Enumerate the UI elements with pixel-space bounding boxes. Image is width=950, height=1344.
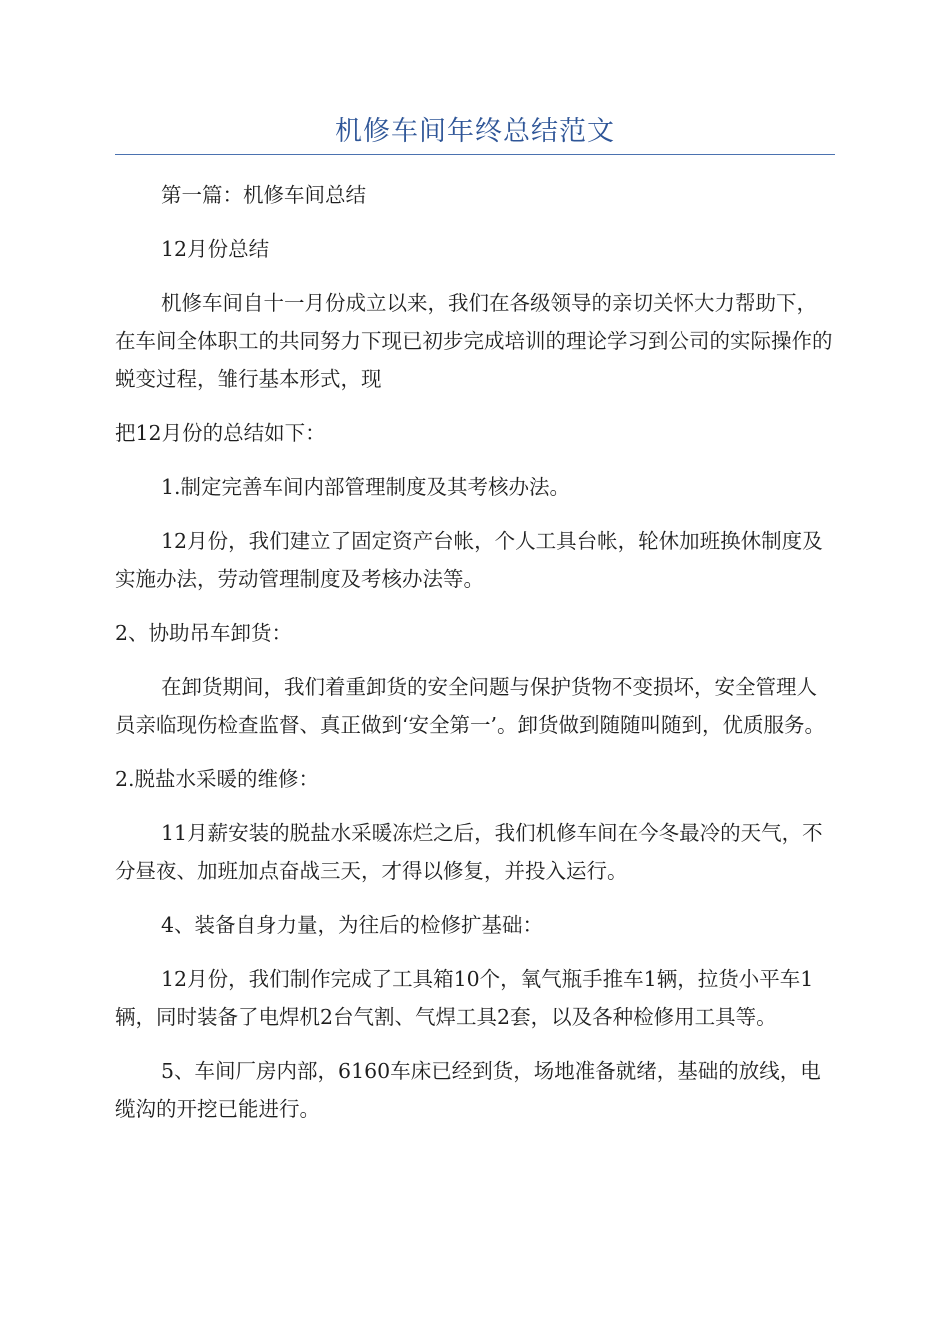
- paragraph: 11月薪安装的脱盐水采暖冻烂之后，我们机修车间在今冬最冷的天气，不分昼夜、加班加点奋战三天，才得以修复，并投入运行。: [115, 821, 823, 883]
- document-title: 机修车间年终总结范文: [335, 116, 615, 147]
- subheading: 12月份总结: [161, 237, 270, 261]
- paragraph-text: 把12月份的总结如下：: [115, 421, 326, 445]
- paragraph: 在卸货期间，我们着重卸货的安全问题与保护货物不变损坏，安全管理人员亲临现伤检查监督、真正做到‘安全第一’。卸货做到随随叫随到，优质服务。: [115, 675, 826, 737]
- list-item-heading: 2、协助吊车卸货：: [115, 621, 293, 645]
- document-body: [115, 176, 835, 1128]
- list-item-heading: 1.制定完善车间内部管理制度及其考核办法。: [161, 475, 571, 499]
- paragraph: [115, 414, 835, 452]
- paragraph: 机修车间自十一月份成立以来，我们在各级领导的亲切关怀大力帮助下，在车间全体职工的共同努力下现已初步完成培训的理论学习到公司的实际操作的蜕变过程，雏行基本形式，现: [115, 291, 833, 391]
- title-underline: [115, 154, 835, 155]
- section-heading: 第一篇：机修车间总结: [161, 183, 366, 207]
- list-item-heading: 4、装备自身力量，为往后的检修扩基础：: [161, 913, 544, 937]
- paragraph: 5、车间厂房内部，6160车床已经到货，场地准备就绪，基础的放线，电缆沟的开挖已能进行。: [115, 1059, 821, 1121]
- paragraph: 12月份，我们制作完成了工具箱10个，氧气瓶手推车1辆，拉货小平车1辆，同时装备了电焊机2台气割、气焊工具2套，以及各种检修用工具等。: [115, 967, 814, 1029]
- list-item-heading: 2.脱盐水采暖的维修：: [115, 767, 320, 791]
- paragraph: 12月份，我们建立了固定资产台帐，个人工具台帐，轮休加班换休制度及实施办法，劳动管理制度及考核办法等。: [115, 529, 823, 591]
